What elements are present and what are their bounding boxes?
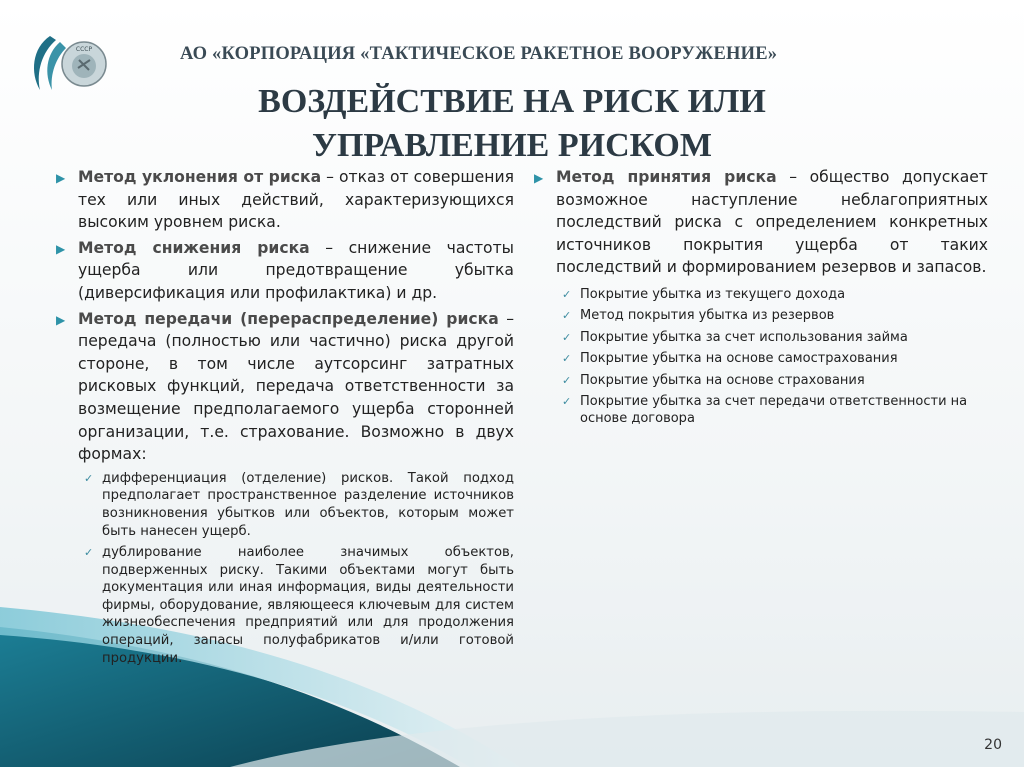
sub-list-item [522,329,988,346]
check-bullet-icon: ✓ [562,287,572,301]
method-text: – отказ от совершения тех или иных действий, характеризующихся высоким уровнем риска. [78,168,514,232]
check-bullet-icon: ✓ [84,471,94,485]
page-title [0,80,1024,168]
title-line-2: УПРАВЛЕНИЕ РИСКОМ [312,127,712,164]
method-text: – общество допускает возможное наступление неблагоприятных последствий риска с определением конкретных источников покрытия ущерба от таких последствий и формированием резервов и запасов. [556,168,988,277]
sub-item-text: Покрытие убытка на основе страхования [580,372,865,388]
method-text: – передача (полностью или частично) риска другой стороне, в том числе аутсорсинг затратных рисковых функций, передача ответственности за возмещение предполагаемого ущерба сторонней организации, т.е. страхование. Возможно в двух формах: [78,309,514,464]
check-bullet-icon: ✓ [562,395,572,409]
sub-item-text: Покрытие убытка на основе самострахования [580,351,898,367]
list-item [44,237,514,305]
sub-item-text: дифференциация (отделение) рисков. Такой подход предполагает пространственное разделение источников возникновения убытков или объектов, которым может быть нанесен ущерб. [102,470,514,539]
sub-list-item [44,470,514,540]
method-term: Метод уклонения от риска [78,168,322,186]
check-bullet-icon: ✓ [562,373,572,387]
sub-list-item [522,307,988,324]
method-term: Метод принятия риска [556,168,777,186]
list-item [522,166,988,279]
sub-list-item [522,372,988,389]
list-item [44,166,514,234]
sub-list-item [44,544,514,667]
sub-item-text: дублирование наиболее значимых объектов, подверженных риску. Такими объектами могут быть документация или иная информация, виды деятельности фирмы, оборудование, являющееся ключевым для систем жизнеобеспечения предприятий или для продолжения операций, запасы полуфабрикатов и/или готовой продукции. [102,545,514,666]
sub-item-text: Покрытие убытка за счет использования займа [580,329,908,345]
arrow-bullet-icon: ▶ [56,171,66,185]
arrow-bullet-icon: ▶ [534,171,544,185]
check-bullet-icon: ✓ [84,546,94,560]
check-bullet-icon: ✓ [562,352,572,366]
page-number: 20 [984,737,1002,753]
check-bullet-icon: ✓ [562,330,572,344]
method-term: Метод передачи (перераспределение) риска [78,309,499,328]
sub-item-text: Покрытие убытка за счет передачи ответственности на основе договора [580,394,968,427]
sub-item-text: Метод покрытия убытка из резервов [580,308,835,324]
method-text: – снижение частоты ущерба или предотвращение убытка (диверсификация или профилактика) и др. [78,238,514,302]
arrow-bullet-icon: ▶ [56,312,66,327]
list-item [44,308,514,466]
sub-list-item [522,350,988,367]
sub-list-item [522,286,988,303]
sub-item-text: Покрытие убытка из текущего дохода [580,286,846,302]
title-line-1: ВОЗДЕЙСТВИЕ НА РИСК ИЛИ [258,83,766,120]
check-bullet-icon: ✓ [562,309,572,323]
arrow-bullet-icon: ▶ [56,241,66,256]
emblem-text: СССР [75,46,93,53]
right-column [522,166,988,432]
sub-list-item [522,393,988,427]
method-term: Метод снижения риска [78,238,310,257]
left-column [44,166,514,669]
organization-name: АО «КОРПОРАЦИЯ «ТАКТИЧЕСКОЕ РАКЕТНОЕ ВООРУЖЕНИЕ» [180,44,778,64]
